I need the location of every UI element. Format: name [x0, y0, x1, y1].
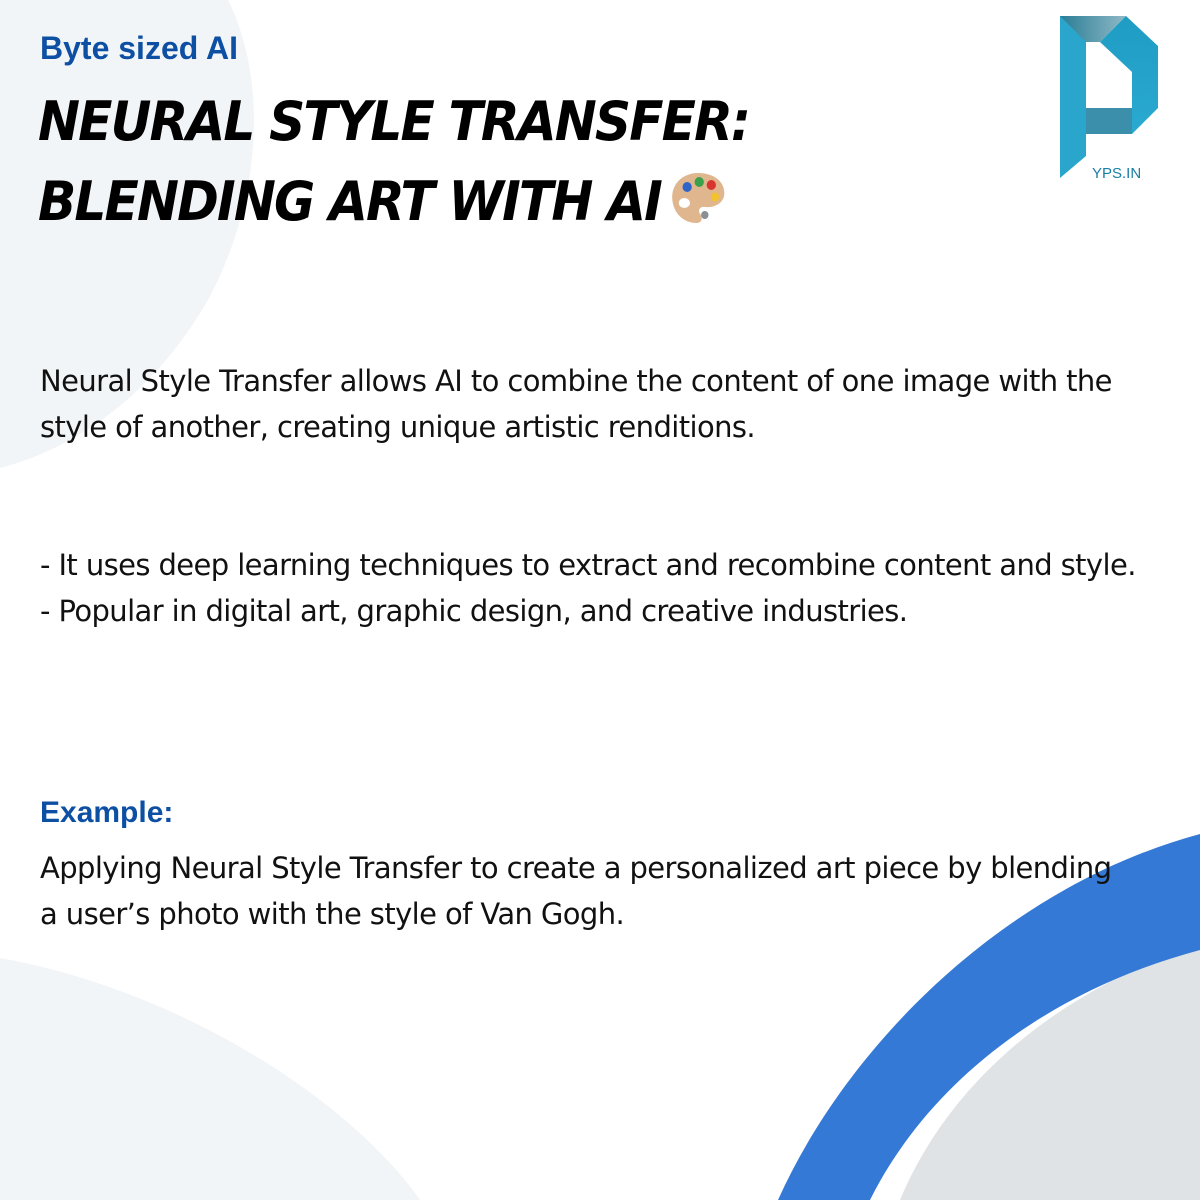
page-title	[38, 82, 977, 242]
series-label: Byte sized AI	[40, 30, 238, 66]
example-paragraph: Applying Neural Style Transfer to create a personalized art piece by blending a user’s photo with the style of Van Gogh.	[40, 851, 1112, 931]
bullet-list	[40, 542, 1136, 634]
artist-palette-icon	[668, 170, 728, 226]
page-title-text: NEURAL STYLE TRANSFER: BLENDING ART WITH AI	[38, 90, 750, 233]
example-label: Example:	[40, 796, 174, 829]
list-item: - It uses deep learning techniques to extract and recombine content and style.	[40, 548, 1136, 582]
intro-paragraph: Neural Style Transfer allows AI to combine the content of one image with the style of another, creating unique artistic renditions.	[40, 364, 1112, 444]
logo-text: YPS.IN	[1092, 165, 1142, 182]
bg-arc-bottom-left	[0, 958, 420, 1200]
list-item: - Popular in digital art, graphic design, and creative industries.	[40, 594, 908, 628]
letter-p-logo-icon	[1056, 16, 1160, 182]
